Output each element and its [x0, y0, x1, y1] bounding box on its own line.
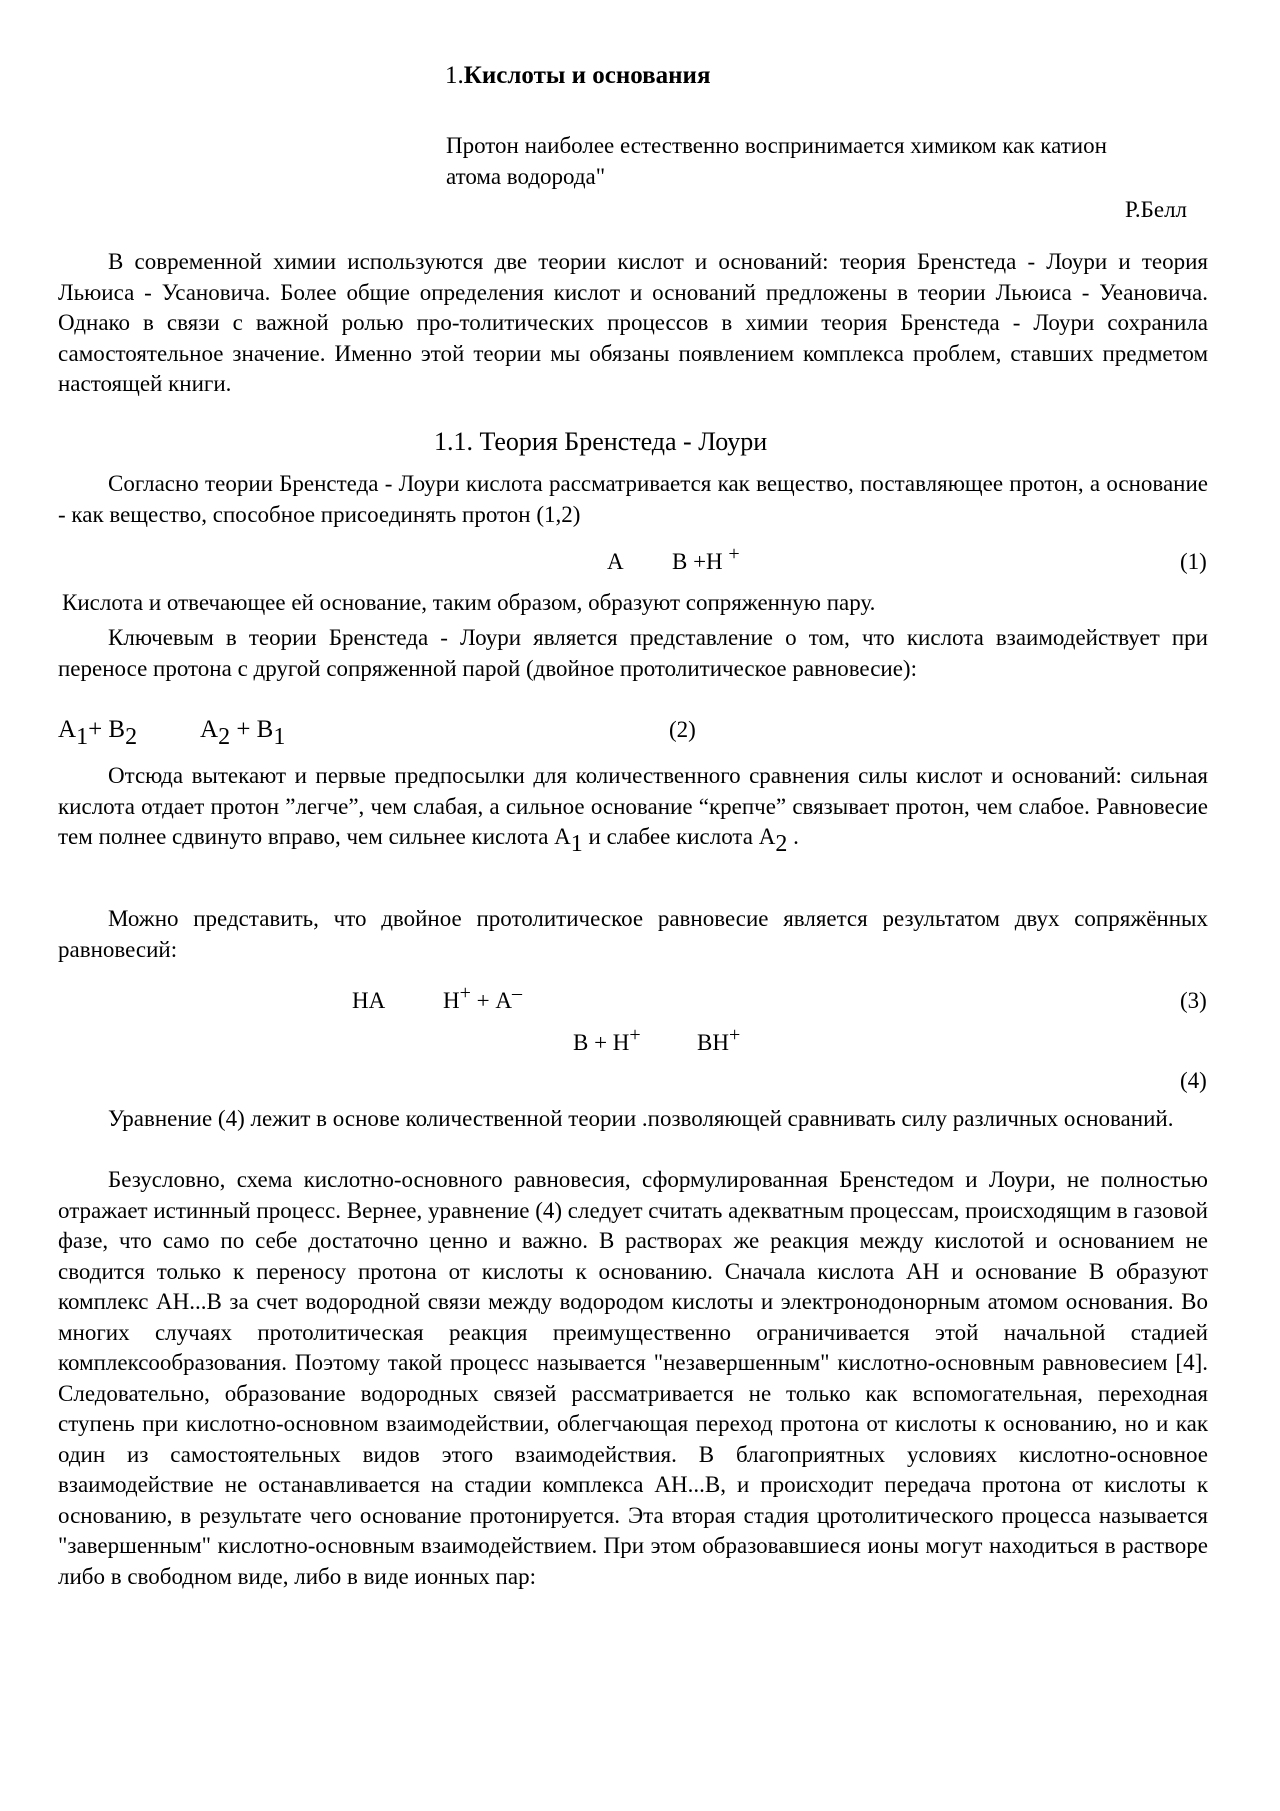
double-block: [58, 904, 1208, 965]
eq4-right: [697, 1024, 741, 1060]
conclusion-sub-2: 2: [775, 831, 788, 857]
epigraph-line-2: атома водорода": [446, 164, 606, 189]
eq2-number: (2): [669, 717, 696, 742]
double-paragraph: Можно представить, что двойное протолитическое равновесие является результатом двух сопряжённых равновесий:: [58, 906, 1208, 962]
chapter-number: 1.: [445, 62, 464, 89]
long-paragraph: Безусловно, схема кислотно-основного равновесия, сформулированная Бренстедом и Лоури, не полностью отражает истинный процесс. Вернее, уравнение (4) следует считать адекватным процессам, происходящим в газовой фазе, что само по себе достаточно ценно и важно. В растворах же реакция между кислотой и основанием не сводится только к переносу протона от кислоты к основанию. Сначала кислота АН и основание В образуют комплекс АН...В за счет водородной связи между водородом кислоты и электронодонорным атомом основания. Во многих случаях протолитическая реакция преимущественно ограничивается этой начальной стадией комплексообразования. Поэтому такой процесс называется "незавершенным" кислотно-основным равновесием [4]. Следовательно, образование водородных связей рассматривается не только как вспомогательная, переходная ступень при кислотно-основном взаимодействии, облегчающая переход протона от кислоты к основанию, но и как один из самостоятельных видов этого взаимодействия. В благоприятных условиях кислотно-основное взаимодействие не останавливается на стадии комплекса АН...В, и происходит передача протона от кислоты к основанию, в результате чего основание протонируется. Эта вторая стадия цротолитического процесса называется "завершенным" кислотно-основным взаимодействием. При этом образовавшиеся ионы могут находиться в растворе либо в свободном виде, либо в виде ионных пар:: [58, 1167, 1208, 1589]
eq2-b-sub: 2: [125, 724, 138, 750]
eq1-charge: +: [728, 543, 740, 565]
eq4-right-charge: +: [728, 1024, 741, 1046]
eq3-number: (3): [1180, 988, 1207, 1013]
eq2-right: [200, 715, 286, 750]
eq1-right-text: В +Н: [672, 549, 723, 574]
chapter-title: [445, 61, 711, 92]
eq4-right-text: ВН: [697, 1030, 729, 1055]
long-block: [58, 1165, 1208, 1592]
eq3-right: [443, 982, 522, 1018]
conclusion-paragraph: [58, 761, 1208, 857]
eq2-a: А: [58, 716, 77, 743]
eq2-left: [58, 715, 138, 750]
eq3-h: Н: [443, 988, 460, 1013]
eq4-paragraph: Уравнение (4) лежит в основе количественной теории .позволяющей сравнивать силу различных оснований.: [108, 1106, 1174, 1131]
key-block: [58, 623, 1208, 684]
eq2-d-sub: 1: [273, 724, 286, 750]
eq2-a-sub: 1: [76, 724, 89, 750]
eq4-number: (4): [1180, 1068, 1207, 1093]
conclusion-end: .: [787, 824, 799, 849]
eq1-right: [672, 543, 740, 579]
eq4-left-text: В + Н: [573, 1030, 630, 1055]
eq2-plus-b: + В: [88, 716, 126, 743]
conclusion-text: Отсюда вытекают и первые предпосылки для количественного сравнения силы кислот и оснований: сильная кислота отдает протон ”легче”, чем слабая, а сильное основание “крепче” связывает протон, чем слабое. Равновесие тем полнее сдвинуто вправо, чем сильнее кислота А: [58, 763, 1208, 849]
eq4-text-block: [58, 1104, 1198, 1135]
intro-paragraph: В современной химии используются две теории кислот и оснований: теория Бренстеда - Лоури и теория Льюиса - Усановича. Более общие определения кислот и оснований предложены в теории Льюиса - Уеановича. Однако в связи с важной ролью про-толитических процессов в химии теория Бренстеда - Лоури сохранила самостоятельное значение. Именно этой теории мы обязаны появлением комплекса проблем, ставших предметом настоящей книги.: [58, 249, 1208, 396]
intro-block: [58, 247, 1208, 400]
conclusion-mid: и слабее кислота А: [582, 824, 776, 849]
eq3-rest: + А: [470, 988, 512, 1013]
epigraph-author: Р.Белл: [1125, 197, 1188, 222]
chapter-title-text: Кислоты и основания: [463, 62, 711, 89]
eq3-left: НА: [352, 988, 386, 1013]
eq1-left: А: [607, 549, 624, 574]
definition-paragraph: Согласно теории Бренстеда - Лоури кислота рассматривается как вещество, поставляющее протон, а основание - как вещество, способное присоединять протон (1,2): [58, 471, 1208, 527]
epigraph-line-1: Протон наиболее естественно воспринимается химиком как катион: [446, 133, 1107, 158]
section-heading: 1.1. Теория Бренстеда - Лоури: [434, 427, 768, 456]
eq3-h-charge: +: [459, 982, 471, 1004]
eq4-left-charge: +: [629, 1024, 641, 1046]
conclusion-block: [58, 761, 1208, 857]
conjugate-sentence: Кислота и отвечающее ей основание, таким образом, образуют сопряженную пару.: [62, 590, 876, 615]
definition-block: [58, 469, 1208, 530]
eq3-a-charge: –: [512, 982, 522, 1004]
eq1-number: (1): [1180, 549, 1207, 574]
eq2-c: А: [200, 716, 219, 743]
key-paragraph: Ключевым в теории Бренстеда - Лоури является представление о том, что кислота взаимодействует при переносе протона с другой сопряженной парой (двойное протолитическое равновесие):: [58, 625, 1208, 681]
conclusion-sub-1: 1: [570, 831, 583, 857]
eq2-plus-d: + В: [230, 716, 274, 743]
eq4-left: [573, 1024, 641, 1060]
eq2-c-sub: 2: [218, 724, 231, 750]
